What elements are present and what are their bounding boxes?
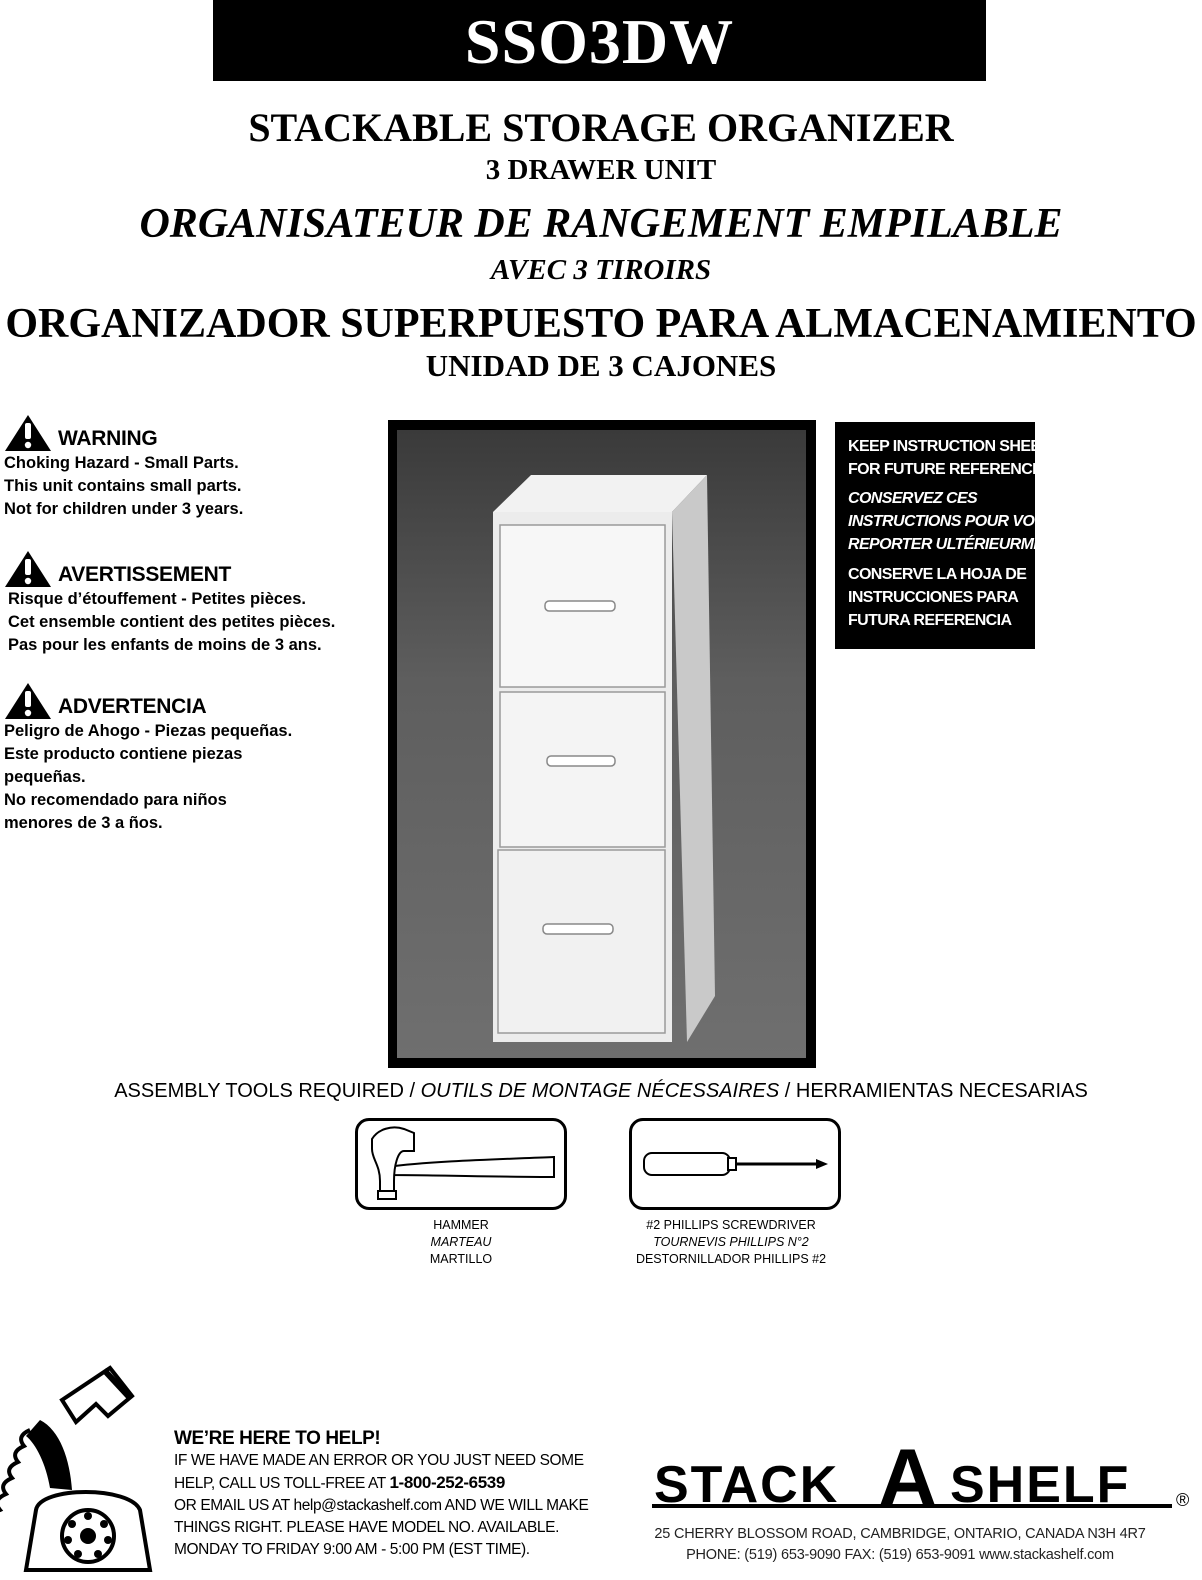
toll-free-number[interactable]: 1-800-252-6539	[389, 1473, 505, 1492]
warning-line: Este producto contiene piezas	[4, 745, 243, 763]
tools-heading-fr: OUTILS DE MONTAGE NÉCESSAIRES	[420, 1080, 780, 1102]
keep-line-fr: INSTRUCTIONS POUR VOUS Y	[848, 513, 1069, 530]
hammer-box	[355, 1118, 567, 1210]
screwdriver-label-en: #2 PHILLIPS SCREWDRIVER	[646, 1218, 816, 1232]
company-contact: PHONE: (519) 653-9090 FAX: (519) 653-9091 www.stackashelf.com	[686, 1547, 1114, 1563]
keep-line-fr: REPORTER ULTÉRIEURMENT	[848, 536, 1064, 553]
screwdriver-box	[629, 1118, 841, 1210]
help-line: IF WE HAVE MADE AN ERROR OR YOU JUST NEED SOME	[174, 1452, 584, 1469]
hammer-label-fr: MARTEAU	[430, 1235, 492, 1249]
warning-triangle-icon	[4, 414, 52, 452]
title-english: STACKABLE STORAGE ORGANIZER	[248, 105, 954, 150]
screwdriver-label-es: DESTORNILLADOR PHILLIPS #2	[635, 1252, 827, 1266]
model-number-banner: SSO3DW	[213, 0, 986, 81]
help-line-prefix: HELP, CALL US TOLL-FREE AT	[174, 1475, 390, 1492]
company-address: 25 CHERRY BLOSSOM ROAD, CAMBRIDGE, ONTARIO, CANADA N3H 4R7	[654, 1526, 1146, 1542]
help-heading: WE’RE HERE TO HELP!	[174, 1428, 381, 1449]
help-section	[174, 1428, 624, 1561]
keep-instructions-box	[835, 422, 1069, 649]
keep-line-en: KEEP INSTRUCTION SHEET	[848, 438, 1050, 455]
warning-line: Not for children under 3 years.	[4, 500, 244, 518]
logo-stack: STACK	[654, 1456, 840, 1514]
registered-mark: ®	[1176, 1490, 1190, 1510]
warning-line: This unit contains small parts.	[4, 477, 242, 495]
warning-line: Peligro de Ahogo - Piezas pequeñas.	[4, 722, 293, 740]
keep-line-fr: CONSERVEZ CES	[848, 490, 978, 507]
telephone-icon	[0, 1360, 172, 1578]
help-line: MONDAY TO FRIDAY 9:00 AM - 5:00 PM (EST TIME).	[174, 1541, 530, 1558]
warning-triangle-icon	[4, 682, 52, 720]
hammer-icon	[358, 1121, 564, 1207]
title-french: ORGANISATEUR DE RANGEMENT EMPILABLE	[139, 201, 1063, 247]
warning-line: Cet ensemble contient des petites pièces.	[8, 613, 336, 631]
title-spanish: ORGANIZADOR SUPERPUESTO PARA ALMACENAMIENTO	[5, 301, 1197, 347]
warning-english	[4, 412, 374, 521]
keep-line-es: CONSERVE LA HOJA DE	[848, 566, 1027, 583]
warning-line: Choking Hazard - Small Parts.	[4, 454, 239, 472]
warning-label: AVERTISSEMENT	[58, 563, 232, 586]
warning-line: Pas pour les enfants de moins de 3 ans.	[8, 636, 322, 654]
logo-a: A	[878, 1440, 938, 1520]
tools-heading-es: / HERRAMIENTAS NECESARIAS	[779, 1080, 1088, 1102]
keep-line-en: FOR FUTURE REFERENCE	[848, 461, 1043, 478]
drawer-unit-illustration	[397, 430, 806, 1058]
screwdriver-caption	[615, 1217, 847, 1268]
hammer-caption	[376, 1217, 546, 1268]
help-line: THINGS RIGHT. PLEASE HAVE MODEL NO. AVAILABLE.	[174, 1519, 560, 1536]
product-photo	[388, 420, 816, 1068]
logo-shelf: SHELF	[950, 1456, 1131, 1514]
hammer-label-es: MARTILLO	[429, 1252, 493, 1266]
stackashelf-logo	[650, 1440, 1196, 1520]
warning-label: ADVERTENCIA	[58, 695, 207, 718]
tools-heading-en: ASSEMBLY TOOLS REQUIRED /	[114, 1080, 421, 1102]
subtitle-english: 3 DRAWER UNIT	[485, 154, 717, 186]
keep-line-es: INSTRUCCIONES PARA	[848, 589, 1019, 606]
keep-line-es: FUTURA REFERENCIA	[848, 612, 1012, 629]
warning-label: WARNING	[58, 427, 158, 450]
warning-french	[4, 548, 374, 657]
subtitle-spanish: UNIDAD DE 3 CAJONES	[425, 348, 777, 383]
screwdriver-icon	[632, 1121, 838, 1207]
warning-line: pequeñas.	[4, 768, 86, 786]
tools-heading	[0, 1080, 1202, 1103]
warning-line: Risque d’étouffement - Petites pièces.	[8, 590, 306, 608]
screwdriver-label-fr: TOURNEVIS PHILLIPS N°2	[653, 1235, 809, 1249]
hammer-label-en: HAMMER	[433, 1218, 489, 1232]
warning-line: menores de 3 a ños.	[4, 814, 163, 832]
warning-spanish	[4, 680, 374, 835]
help-line	[174, 1472, 624, 1495]
warning-line: No recomendado para niños	[4, 791, 227, 809]
help-line: OR EMAIL US AT help@stackashelf.com AND WE WILL MAKE	[174, 1497, 589, 1514]
warning-triangle-icon	[4, 550, 52, 588]
subtitle-french: AVEC 3 TIROIRS	[490, 254, 712, 286]
